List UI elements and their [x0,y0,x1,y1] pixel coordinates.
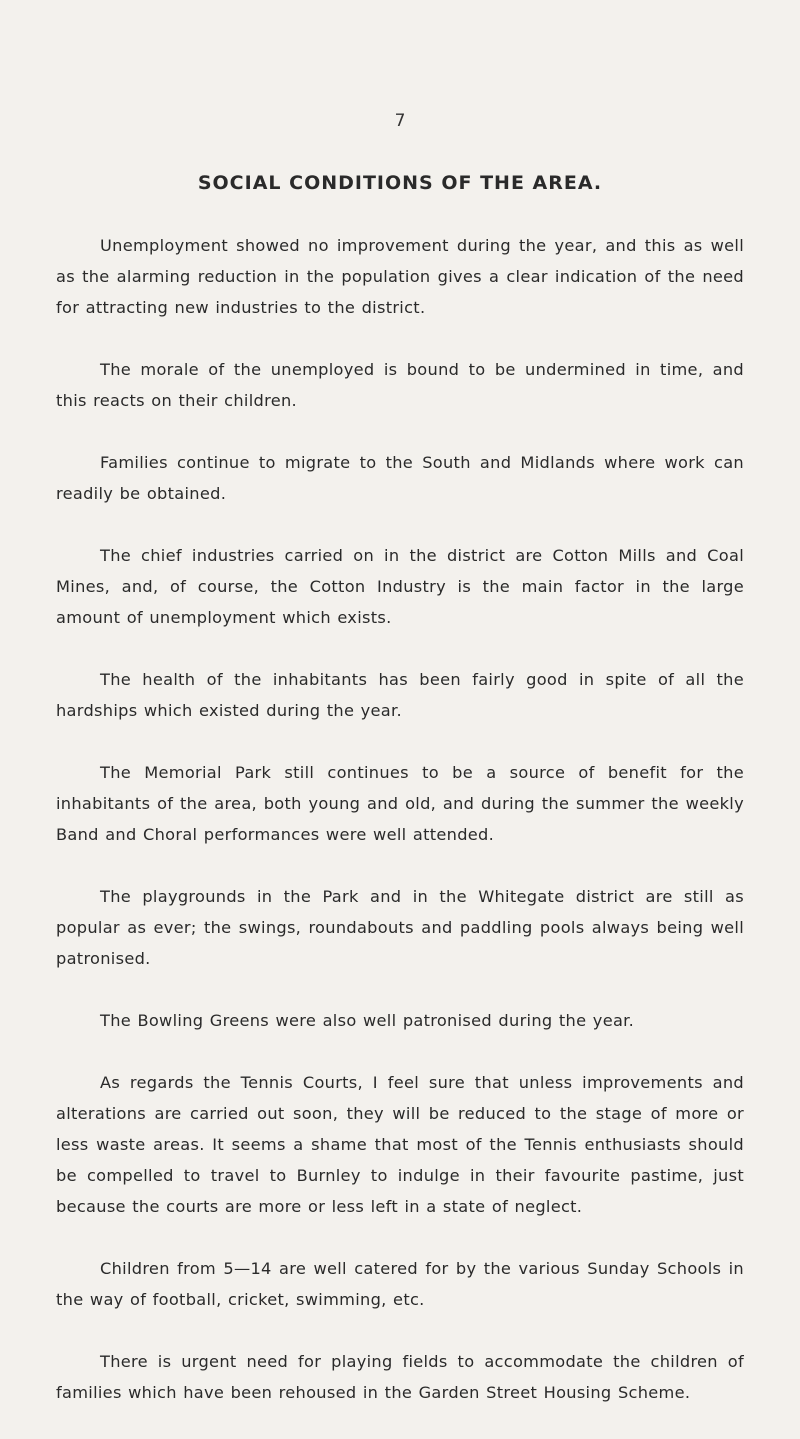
paragraph-playgrounds: The playgrounds in the Park and in the Whitegate district are still as popular as ever; the swings, roundabouts and paddling pools always being well patronised. [56,887,744,968]
paragraph-tennis-courts: As regards the Tennis Courts, I feel sure that unless improvements and alterations are carried out soon, they will be reduced to the stage of more or less waste areas. It seems a shame that most of the Tennis enthusiasts should be compelled to travel to Burnley to indulge in their favourite pastime, just because the courts are more or less left in a state of neglect. [56,1073,744,1216]
paragraph-migration: Families continue to migrate to the South and Midlands where work can readily be obtained. [56,453,744,503]
paragraph-morale: The morale of the unemployed is bound to be undermined in time, and this reacts on their children. [56,360,744,410]
paragraph-unemployment: Unemployment showed no improvement during the year, and this as well as the alarming reduction in the population gives a clear indication of the need for attracting new industries to the district. [56,236,744,317]
paragraph-memorial-park: The Memorial Park still continues to be a source of benefit for the inhabitants of the area, both young and old, and during the summer the weekly Band and Choral performances were well attended. [56,763,744,844]
paragraph-children: Children from 5—14 are well catered for by the various Sunday Schools in the way of football, cricket, swimming, etc. [56,1259,744,1309]
body-text [56,230,744,1439]
page-number: 7 [394,111,406,131]
paragraph-health: The health of the inhabitants has been fairly good in spite of all the hardships which existed during the year. [56,670,744,720]
paragraph-industries: The chief industries carried on in the district are Cotton Mills and Coal Mines, and, of course, the Cotton Industry is the main factor in the large amount of unemployment which exists. [56,546,744,627]
page-title: SOCIAL CONDITIONS OF THE AREA. [197,172,603,194]
paragraph-bowling-greens: The Bowling Greens were also well patronised during the year. [100,1011,635,1030]
paragraph-playing-fields: There is urgent need for playing fields to accommodate the children of families which have been rehoused in the Garden Street Housing Scheme. [56,1352,744,1402]
